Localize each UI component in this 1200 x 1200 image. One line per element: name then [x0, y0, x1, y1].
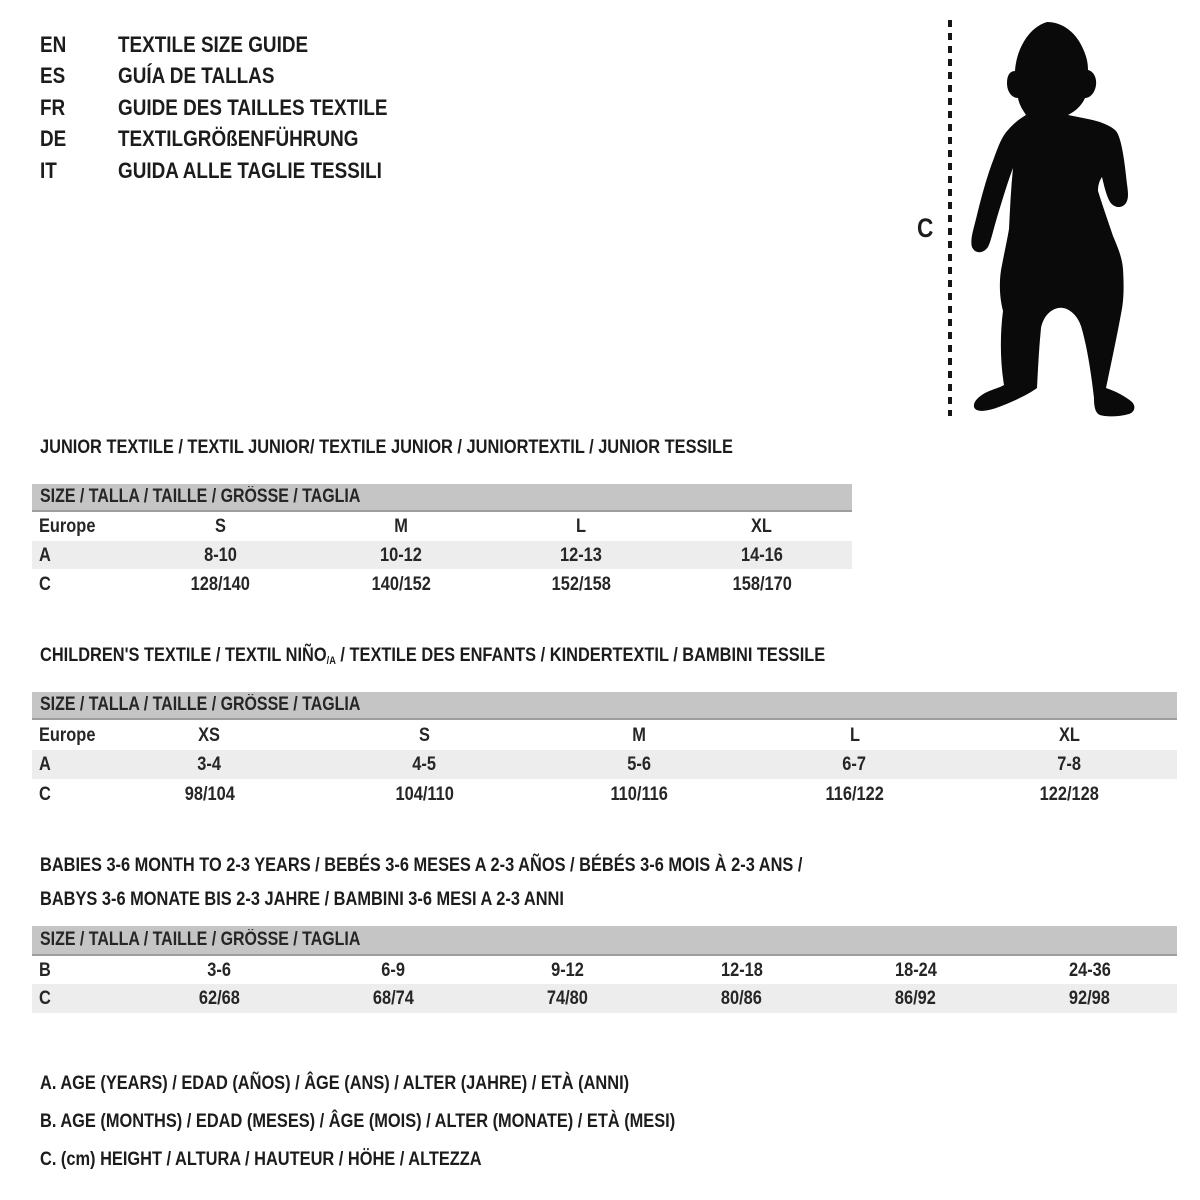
- children-col-m: M: [632, 723, 647, 746]
- guide-title-en: TEXTILE SIZE GUIDE: [118, 31, 309, 57]
- size-header-row: [32, 926, 1177, 955]
- children-col-l: L: [849, 723, 860, 746]
- cell-value: 3-6: [207, 958, 231, 981]
- cell-value: 116/122: [825, 783, 884, 805]
- babies-size-table: [32, 926, 1177, 1013]
- junior-col-l: L: [576, 515, 587, 537]
- language-row-en: [40, 29, 439, 61]
- size-header-label: SIZE / TALLA / TAILLE / GRÖSSE / TAGLIA: [40, 929, 361, 950]
- cell-value: 158/170: [732, 572, 792, 595]
- cell-value: 6-7: [842, 753, 867, 775]
- cell-value: 18-24: [894, 958, 937, 981]
- language-row-it: [40, 155, 439, 187]
- cell-value: 5-6: [627, 753, 652, 775]
- guide-title-es: GUÍA DE TALLAS: [118, 63, 275, 89]
- row-label: B: [39, 958, 51, 981]
- cell-value: 12-18: [720, 958, 763, 981]
- measure-legend: [40, 1064, 796, 1178]
- junior-size-table: [32, 484, 852, 599]
- children-row-age: [32, 750, 1177, 779]
- legend-line-c: C. (cm) HEIGHT / ALTURA / HAUTEUR / HÖHE / ALTEZZA: [40, 1148, 482, 1170]
- row-label: A: [39, 753, 51, 775]
- cell-value: 14-16: [740, 543, 783, 566]
- size-header-label: SIZE / TALLA / TAILLE / GRÖSSE / TAGLIA: [40, 694, 361, 715]
- guide-title-it: GUIDA ALLE TAGLIE TESSILI: [118, 157, 382, 183]
- cell-value: 62/68: [198, 987, 240, 1009]
- language-code: ES: [40, 63, 66, 89]
- row-label: C: [39, 783, 51, 805]
- children-row-height: [32, 779, 1177, 810]
- cell-value: 92/98: [1069, 987, 1111, 1009]
- cell-value: 74/80: [546, 987, 588, 1009]
- junior-col-s: S: [214, 515, 226, 537]
- children-section-title-text: CHILDREN'S TEXTILE / TEXTIL $NIÑO_{/A}$ / TEXTILE DES ENFANTS / KINDERTEXTIL / BAMBINI TESSILE: [40, 644, 826, 667]
- cell-value: 98/104: [184, 783, 235, 805]
- size-header-row: [32, 692, 1177, 719]
- cell-value: 140/152: [371, 572, 431, 595]
- junior-row-europe: [32, 511, 852, 541]
- cell-value: 86/92: [895, 987, 937, 1009]
- cell-value: 8-10: [203, 543, 237, 566]
- language-code: EN: [40, 31, 67, 57]
- cell-value: 110/116: [610, 783, 669, 805]
- cell-value: 10-12: [379, 543, 422, 566]
- junior-row-height: [32, 569, 852, 599]
- junior-col-m: M: [393, 515, 408, 537]
- height-measure-label: C: [917, 213, 934, 243]
- language-code: IT: [40, 157, 57, 183]
- babies-section-title: [40, 849, 948, 916]
- cell-value: 68/74: [372, 987, 414, 1009]
- size-header-row: [32, 484, 852, 511]
- children-size-table: [32, 692, 1177, 810]
- cell-value: 104/110: [395, 783, 454, 805]
- cell-value: 24-36: [1068, 958, 1111, 981]
- language-row-de: [40, 124, 439, 156]
- guide-title-de: TEXTILGRÖßENFÜHRUNG: [118, 126, 359, 152]
- row-label: Europe: [39, 723, 96, 746]
- language-code: DE: [40, 126, 67, 152]
- children-col-xs: XS: [198, 723, 221, 746]
- language-row-es: [40, 61, 439, 93]
- cell-value: 12-13: [560, 543, 603, 566]
- cell-value: 4-5: [412, 753, 437, 775]
- cell-value: 80/86: [721, 987, 763, 1009]
- junior-section-title: [40, 436, 865, 459]
- row-label: C: [39, 572, 51, 595]
- language-row-fr: [40, 92, 439, 124]
- toddler-silhouette-icon: [963, 16, 1135, 418]
- cell-value: 7-8: [1057, 753, 1082, 775]
- junior-section-title-text: JUNIOR TEXTILE / TEXTIL JUNIOR/ TEXTILE JUNIOR / JUNIORTEXTIL / JUNIOR TESSILE: [40, 436, 733, 458]
- row-label: C: [39, 987, 51, 1009]
- children-section-title: [40, 644, 975, 667]
- babies-title-line1: BABIES 3-6 MONTH TO 2-3 YEARS / BEBÉS 3-6 MESES A 2-3 AÑOS / BÉBÉS 3-6 MOIS À 2-3 ANS /: [40, 854, 803, 876]
- babies-row-height: [32, 984, 1177, 1013]
- children-col-s: S: [419, 723, 430, 746]
- guide-title-fr: GUIDE DES TAILLES TEXTILE: [118, 94, 388, 120]
- size-header-label: SIZE / TALLA / TAILLE / GRÖSSE / TAGLIA: [40, 486, 361, 507]
- language-code: FR: [40, 94, 66, 120]
- children-row-europe: [32, 719, 1177, 750]
- legend-line-b: B. AGE (MONTHS) / EDAD (MESES) / ÂGE (MOIS) / ALTER (MONATE) / ETÀ (MESI): [40, 1110, 676, 1132]
- junior-col-xl: XL: [751, 515, 773, 537]
- cell-value: 9-12: [550, 958, 584, 981]
- language-title-list: [40, 29, 439, 187]
- cell-value: 128/140: [190, 572, 250, 595]
- cell-value: 122/128: [1039, 783, 1100, 805]
- height-measure-dotted-line: [948, 20, 952, 416]
- legend-line-a: A. AGE (YEARS) / EDAD (AÑOS) / ÂGE (ANS) / ALTER (JAHRE) / ETÀ (ANNI): [40, 1072, 630, 1094]
- nino-a-subscript: /A: [326, 655, 336, 667]
- babies-title-line2: BABYS 3-6 MONATE BIS 2-3 JAHRE / BAMBINI 3-6 MESI A 2-3 ANNI: [40, 887, 564, 910]
- cell-value: 152/158: [551, 572, 611, 595]
- cell-value: 6-9: [381, 958, 406, 981]
- junior-row-age: [32, 541, 852, 569]
- cell-value: 3-4: [197, 753, 222, 775]
- children-col-xl: XL: [1059, 723, 1080, 746]
- row-label: A: [39, 543, 51, 566]
- row-label: Europe: [39, 515, 96, 537]
- babies-row-months: [32, 955, 1177, 984]
